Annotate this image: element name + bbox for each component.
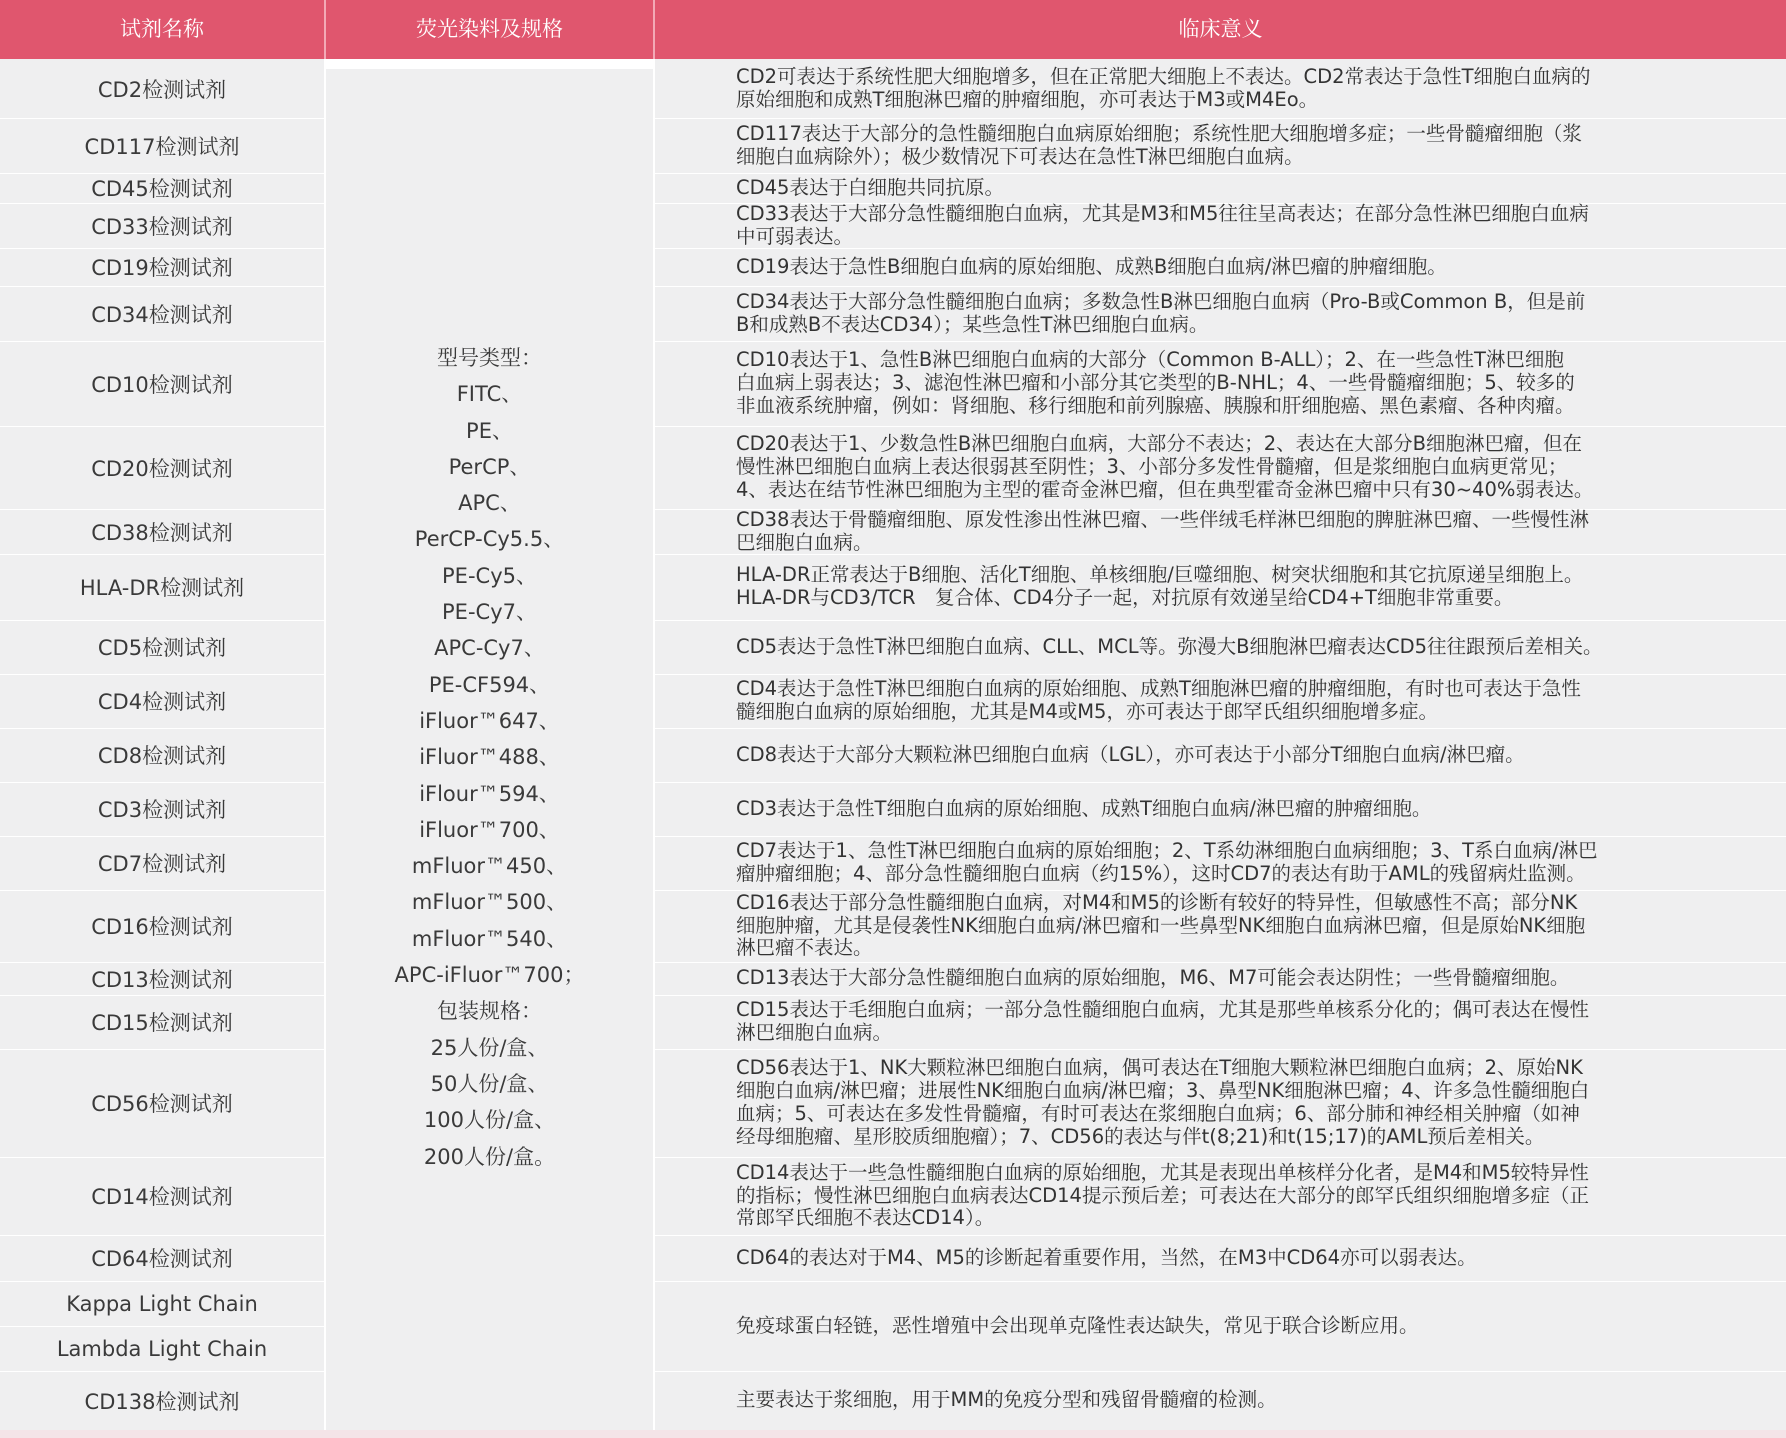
clinical-meaning-text: CD3表达于急性T细胞白血病的原始细胞、成熟T细胞白血病/淋巴瘤的肿瘤细胞。	[736, 796, 1432, 820]
clinical-meaning-text: CD10表达于1、急性B淋巴细胞白血病的大部分（Common B-ALL）；2、在一些急性T淋巴细胞 白血病上弱表达；3、滤泡性淋巴瘤和小部分其它类型的B-NHL；4、一些骨髓瘤细胞；5、较多的 非血液系统肿瘤，例如：肾细胞、移行细胞和前列腺癌、胰腺和肝细胞癌、黑色素瘤、各种肉瘤。	[736, 348, 1575, 417]
dye-spec-line: 25人份/盒、	[430, 1035, 549, 1060]
dye-spec-line: FITC、	[456, 382, 523, 407]
reagent-name-cell: CD10检测试剂	[91, 372, 233, 397]
reagent-name-cell: CD13检测试剂	[91, 967, 233, 992]
dye-spec-line: PerCP-Cy5.5、	[414, 527, 565, 552]
clinical-meaning-cell	[736, 203, 1708, 248]
reagent-name-cell: CD56检测试剂	[91, 1092, 233, 1116]
dye-spec-line: APC-iFluor™700；	[394, 963, 585, 988]
clinical-meaning-cell	[736, 554, 1708, 620]
reagent-name-cell: CD15检测试剂	[91, 1011, 233, 1035]
clinical-meaning-cell	[736, 1281, 1708, 1371]
dye-spec-line: 50人份/盒、	[430, 1071, 549, 1096]
clinical-meaning-cell	[736, 286, 1708, 341]
clinical-meaning-text: CD7表达于1、急性T淋巴细胞白血病的原始细胞；2、T系幼淋细胞白血病细胞；3、T系白血病/淋巴 瘤肿瘤细胞；4、部分急性髓细胞白血病（约15%），这时CD7的表达有助于AML的残留病灶监测。	[736, 839, 1598, 885]
clinical-meaning-cell	[736, 1157, 1708, 1235]
reagent-name-cell: CD16检测试剂	[91, 915, 233, 939]
dye-spec-line: iFluor™700、	[419, 817, 560, 842]
reagent-name-cell: CD7检测试剂	[97, 852, 227, 876]
clinical-meaning-text: CD20表达于1、少数急性B淋巴细胞白血病，大部分不表达；2、表达在大部分B细胞淋巴瘤，但在 慢性淋巴细胞白血病上表达很弱甚至阴性；3、小部分多发性骨髓瘤，但是浆细胞白血病更常见； 4、表达在结节性淋巴细胞为主型的霍奇金淋巴瘤，但在典型霍奇金淋巴瘤中只有30~40%弱表达。	[736, 432, 1594, 501]
dye-spec-line: mFluor™450、	[411, 854, 568, 879]
clinical-meaning-text: CD16表达于部分急性髓细胞白血病，对M4和M5的诊断有较好的特异性，但敏感性不高；部分NK 细胞肿瘤，尤其是侵袭性NK细胞白血病/淋巴瘤和一些鼻型NK细胞白血病淋巴瘤，但是原始NK细胞 淋巴瘤不表达。	[736, 890, 1586, 960]
clinical-meaning-text: CD15表达于毛细胞白血病；一部分急性髓细胞白血病，尤其是那些单核系分化的；偶可表达在慢性 淋巴细胞白血病。	[736, 998, 1589, 1044]
clinical-meaning-cell	[736, 1371, 1708, 1430]
dye-spec-line: PE、	[466, 418, 513, 443]
clinical-meaning-text: 免疫球蛋白轻链，恶性增殖中会出现单克隆性表达缺失，常见于联合诊断应用。	[736, 1313, 1419, 1337]
clinical-meaning-cell	[736, 59, 1708, 118]
clinical-meaning-text: CD8表达于大部分大颗粒淋巴细胞白血病（LGL），亦可表达于小部分T细胞白血病/淋巴瘤。	[736, 742, 1525, 766]
clinical-meaning-cell	[736, 836, 1708, 890]
dye-spec-line: APC、	[458, 491, 521, 516]
dye-spec-line: 200人份/盒。	[423, 1144, 556, 1169]
reagent-name-cell: CD138检测试剂	[84, 1389, 240, 1414]
reagent-name-cell: CD3检测试剂	[97, 798, 227, 822]
clinical-meaning-text: 主要表达于浆细胞，用于MM的免疫分型和残留骨髓瘤的检测。	[736, 1388, 1277, 1412]
reagent-name-cell: CD8检测试剂	[97, 744, 227, 768]
clinical-meaning-text: HLA-DR正常表达于B细胞、活化T细胞、单核细胞/巨噬细胞、树突状细胞和其它抗原递呈细胞上。 HLA-DR与CD3/TCR 复合体、CD4分子一起，对抗原有效递呈给CD4+T细胞非常重要。	[736, 563, 1584, 609]
clinical-meaning-cell	[736, 782, 1708, 836]
dye-spec-line: iFluor™647、	[419, 708, 560, 733]
clinical-meaning-cell	[736, 620, 1708, 674]
clinical-meaning-text: CD38表达于骨髓瘤细胞、原发性渗出性淋巴瘤、一些伴绒毛样淋巴细胞的脾脏淋巴瘤、一些慢性淋 巴细胞白血病。	[736, 507, 1589, 554]
clinical-meaning-cell	[736, 341, 1708, 426]
dye-spec-line: PE-Cy7、	[442, 600, 537, 625]
reagent-name-cell: CD117检测试剂	[84, 134, 240, 159]
clinical-meaning-text: CD64的表达对于M4、M5的诊断起着重要作用，当然，在M3中CD64亦可以弱表达。	[736, 1245, 1477, 1269]
reagent-name-cell: CD19检测试剂	[91, 256, 233, 280]
header-dye-spec: 荧光染料及规格	[416, 17, 563, 41]
reagent-name-cell: Kappa Light Chain	[66, 1291, 258, 1316]
clinical-meaning-cell	[736, 173, 1708, 203]
reagent-name-cell: CD2检测试剂	[97, 77, 227, 102]
clinical-meaning-text: CD45表达于白细胞共同抗原。	[736, 175, 1004, 199]
reagent-name-cell: Lambda Light Chain	[56, 1336, 268, 1361]
clinical-meaning-cell	[736, 1049, 1708, 1157]
clinical-meaning-cell	[736, 118, 1708, 173]
reagent-name-cell: CD34检测试剂	[91, 302, 233, 327]
clinical-meaning-text: CD13表达于大部分急性髓细胞白血病的原始细胞，M6、M7可能会表达阴性；一些骨髓瘤细胞。	[736, 966, 1570, 990]
header-reagent-name: 试剂名称	[120, 17, 204, 41]
reagent-name-cell: CD14检测试剂	[91, 1185, 233, 1209]
clinical-meaning-text: CD34表达于大部分急性髓细胞白血病；多数急性B淋巴细胞白血病（Pro-B或Common B，但是前 B和成熟B不表达CD34）；某些急性T淋巴细胞白血病。	[736, 289, 1586, 336]
clinical-meaning-text: CD56表达于1、NK大颗粒淋巴细胞白血病，偶可表达在T细胞大颗粒淋巴细胞白血病；2、原始NK 细胞白血病/淋巴瘤；进展性NK细胞白血病/淋巴瘤；3、鼻型NK细胞淋巴瘤；4、许多急性髓细胞白 血病；5、可表达在多发性骨髓瘤，有时可表达在浆细胞白血病；6、部分肺和神经相关肿瘤（如神 经母细胞瘤、星形胶质细胞瘤）；7、CD56的表达与伴t(8;21)和t(15;17)的AML预后差相关。	[736, 1056, 1590, 1148]
clinical-meaning-cell	[736, 962, 1708, 995]
dye-spec-line: 包装规格：	[437, 999, 542, 1024]
dye-spec-line: PE-CF594、	[428, 672, 551, 697]
dye-spec-line: APC-Cy7、	[434, 636, 545, 661]
clinical-meaning-text: CD33表达于大部分急性髓细胞白血病，尤其是M3和M5往往呈高表达；在部分急性淋巴细胞白血病 中可弱表达。	[736, 201, 1589, 248]
reagent-name-cell: CD5检测试剂	[97, 636, 227, 660]
clinical-meaning-text: CD117表达于大部分的急性髓细胞白血病原始细胞；系统性肥大细胞增多症；一些骨髓瘤细胞（浆 细胞白血病除外）；极少数情况下可表达在急性T淋巴细胞白血病。	[736, 121, 1582, 168]
reagent-name-cell: CD33检测试剂	[91, 214, 233, 239]
clinical-meaning-cell	[736, 248, 1708, 286]
dye-spec-line: 100人份/盒、	[423, 1108, 556, 1133]
reagent-name-cell: CD45检测试剂	[91, 177, 233, 201]
column-divider	[653, 59, 655, 1430]
header-clinical-meaning: 临床意义	[1178, 17, 1263, 41]
clinical-meaning-cell	[736, 509, 1708, 554]
clinical-meaning-cell	[736, 995, 1708, 1049]
clinical-meaning-cell	[736, 674, 1708, 728]
dye-spec-line: iFluor™488、	[419, 745, 560, 770]
clinical-meaning-text: CD4表达于急性T淋巴细胞白血病的原始细胞、成熟T细胞淋巴瘤的肿瘤细胞，有时也可表达于急性 髓细胞白血病的原始细胞，尤其是M4或M5，亦可表达于郎罕氏组织细胞增多症。	[736, 677, 1581, 723]
dye-spec-line: PerCP、	[448, 454, 531, 479]
dye-spec-line: 型号类型：	[437, 346, 542, 370]
reagent-name-cell: CD20检测试剂	[91, 456, 233, 481]
dye-column-top-strip	[326, 59, 653, 69]
page-footer-strip	[0, 1430, 1786, 1438]
clinical-meaning-text: CD5表达于急性T淋巴细胞白血病、CLL、MCL等。弥漫大B细胞淋巴瘤表达CD5往往跟预后差相关。	[736, 634, 1603, 658]
clinical-meaning-text: CD14表达于一些急性髓细胞白血病的原始细胞，尤其是表现出单核样分化者，是M4和M5较特异性 的指标；慢性淋巴细胞白血病表达CD14提示预后差；可表达在大部分的郎罕氏组织细胞增多症（正 常郎罕氏细胞不表达CD14）。	[736, 1160, 1589, 1230]
reagent-name-cell: CD64检测试剂	[91, 1247, 233, 1271]
reagent-name-cell: CD38检测试剂	[91, 520, 233, 545]
dye-spec-line: mFluor™540、	[411, 926, 568, 951]
clinical-meaning-text: CD19表达于急性B细胞白血病的原始细胞、成熟B细胞白血病/淋巴瘤的肿瘤细胞。	[736, 254, 1447, 278]
clinical-meaning-cell	[736, 426, 1708, 509]
clinical-meaning-cell	[736, 1235, 1708, 1281]
clinical-meaning-text: CD2可表达于系统性肥大细胞增多，但在正常肥大细胞上不表达。CD2常表达于急性T细胞白血病的 原始细胞和成熟T细胞淋巴瘤的肿瘤细胞，亦可表达于M3或M4Eo。	[736, 64, 1591, 111]
reagent-name-cell: CD4检测试剂	[97, 690, 227, 714]
table-header	[0, 0, 1786, 59]
reagent-name-cell: HLA-DR检测试剂	[79, 576, 245, 600]
dye-spec-line: iFlour™594、	[419, 781, 560, 806]
clinical-meaning-cell	[736, 728, 1708, 782]
dye-spec-line: PE-Cy5、	[442, 563, 537, 588]
dye-spec-list	[326, 340, 653, 1175]
dye-spec-line: mFluor™500、	[411, 890, 568, 915]
clinical-meaning-cell	[736, 890, 1708, 962]
